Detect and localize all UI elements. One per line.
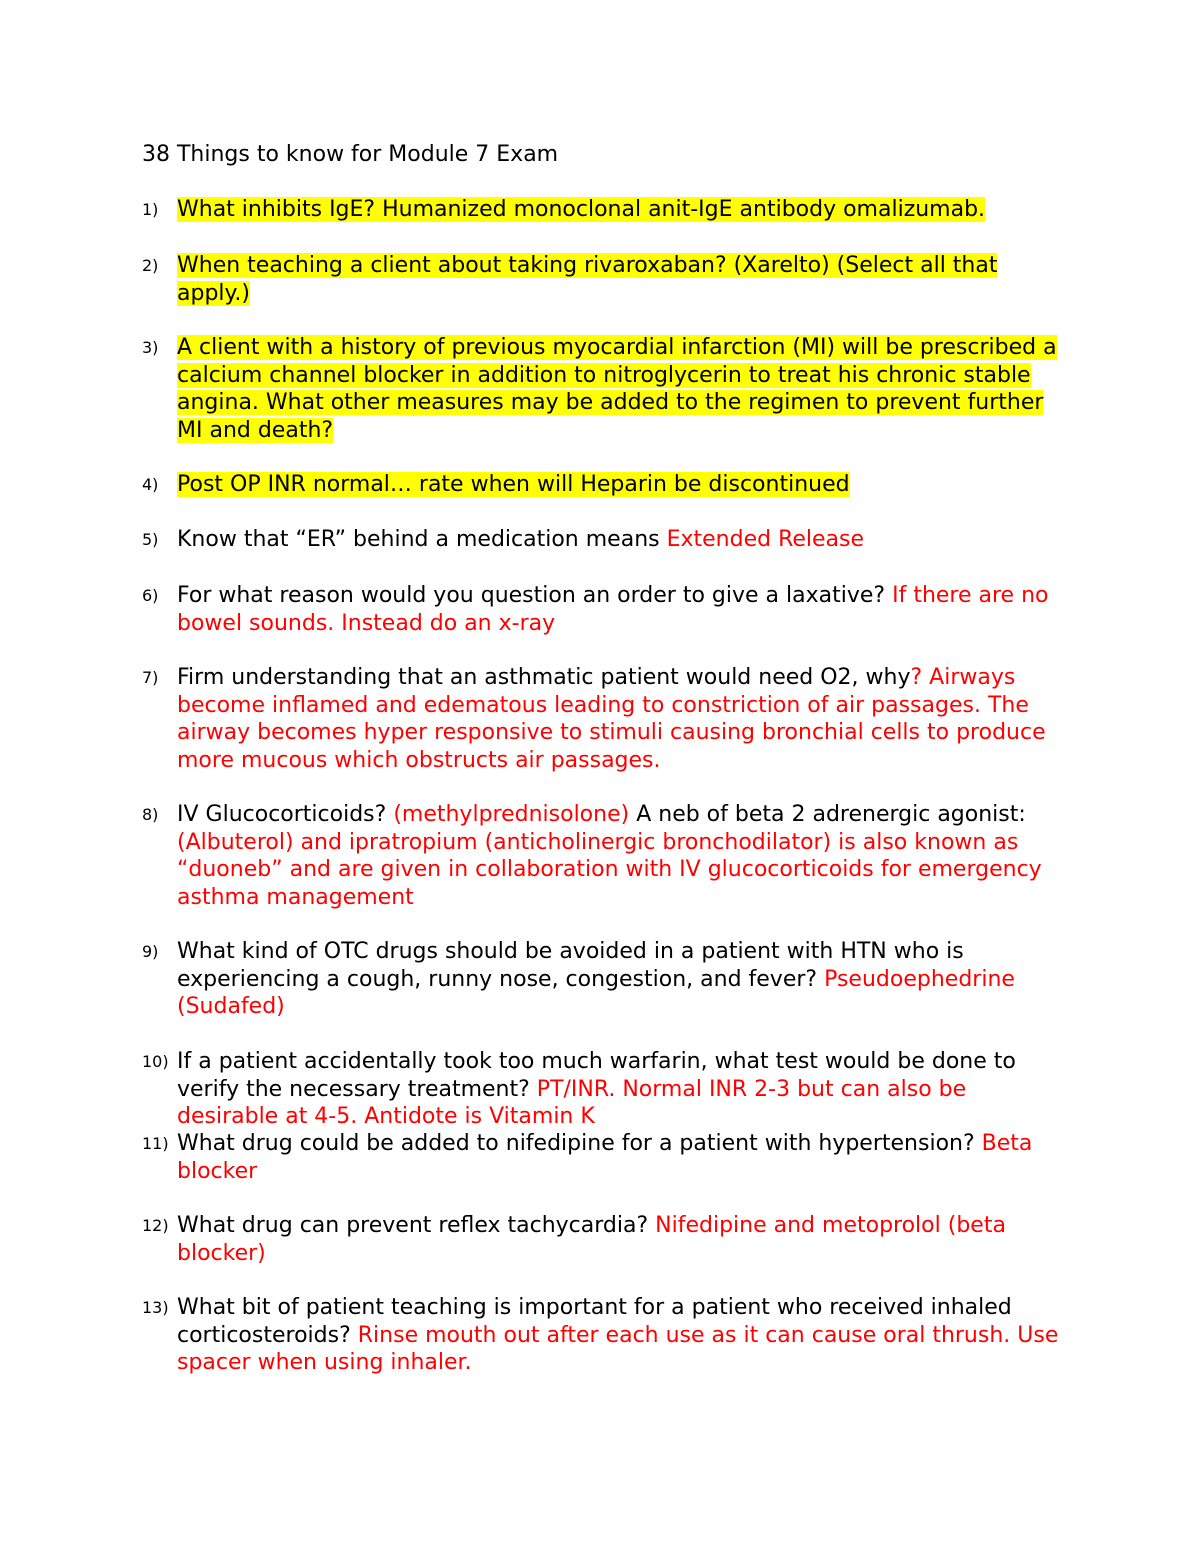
item-question: If a patient accidentally took too much warfarin, what test would be done to verify the necessary treatment? (177, 1049, 1016, 1102)
item-question: What bit of patient teaching is important for a patient who received inhaled corticosteroids? (177, 1295, 1012, 1348)
item-answer: Beta blocker (177, 1131, 1033, 1184)
item-answer: Nifedipine and metoprolol (beta blocker) (177, 1213, 1006, 1266)
item-answer: Extended Release (666, 527, 865, 552)
item-question: Post OP INR normal… rate when will Heparin be discontinued (177, 472, 850, 497)
item-number: 13) (142, 1298, 169, 1317)
item-answer: ? Airways become inflamed and edematous leading to constriction of air passages. The airway becomes hyper responsive to stimuli causing bronchial cells to produce more mucous which obstructs air passages. (177, 665, 1046, 773)
item-answer: (methylprednisolone) (393, 802, 630, 827)
item-number: 10) (142, 1052, 169, 1071)
item-number: 9) (142, 942, 159, 961)
item-question: For what reason would you question an order to give a laxative? (177, 583, 886, 608)
item-question: What drug could be added to nifedipine for a patient with hypertension? (177, 1131, 975, 1156)
item-question: IV Glucocorticoids? (177, 802, 387, 827)
item-number: 1) (142, 200, 159, 219)
item-question: What kind of OTC drugs should be avoided in a patient with HTN who is experiencing a cough, runny nose, congestion, and fever? (177, 939, 964, 992)
item-answer: Pseudoephedrine (Sudafed) (177, 966, 1015, 1019)
item-question: What drug can prevent reflex tachycardia? (177, 1213, 649, 1238)
item-number: 11) (142, 1134, 169, 1153)
item-answer: PT/INR. Normal INR 2-3 but can also be desirable at 4-5. Antidote is Vitamin K (177, 1076, 967, 1129)
item-number: 7) (142, 668, 159, 687)
item-number: 12) (142, 1216, 169, 1235)
item-number: 8) (142, 805, 159, 824)
item-question: A client with a history of previous myocardial infarction (MI) will be prescribed a calcium channel blocker in addition to nitroglycerin to treat his chronic stable angina. What other measures may be added to the regimen to prevent further MI and death? (177, 335, 1057, 443)
item-question: What inhibits IgE? Humanized monoclonal anit-IgE antibody omalizumab. (177, 197, 986, 222)
item-number: 4) (142, 475, 159, 494)
item-question: When teaching a client about taking rivaroxaban? (Xarelto) (Select all that apply.) (177, 253, 998, 306)
item-question: Know that “ER” behind a medication means (177, 527, 660, 552)
item-number: 5) (142, 530, 159, 549)
item-number: 6) (142, 586, 159, 605)
page-title: 38 Things to know for Module 7 Exam (142, 142, 559, 167)
item-number: 3) (142, 338, 159, 357)
item-number: 2) (142, 256, 159, 275)
item-answer: If there are no bowel sounds. Instead do an x-ray (177, 583, 1049, 636)
item-answer-2: (Albuterol) and ipratropium (anticholinergic bronchodilator) is also known as “duoneb” and are given in collaboration with IV glucocorticoids for emergency asthma management (177, 829, 1042, 910)
item-question: Firm understanding that an asthmatic patient would need O2, why (177, 665, 911, 690)
item-answer: Rinse mouth out after each use as it can cause oral thrush. Use spacer when using inhaler. (177, 1322, 1059, 1375)
item-question-2: A neb of beta 2 adrenergic agonist: (636, 802, 1026, 827)
